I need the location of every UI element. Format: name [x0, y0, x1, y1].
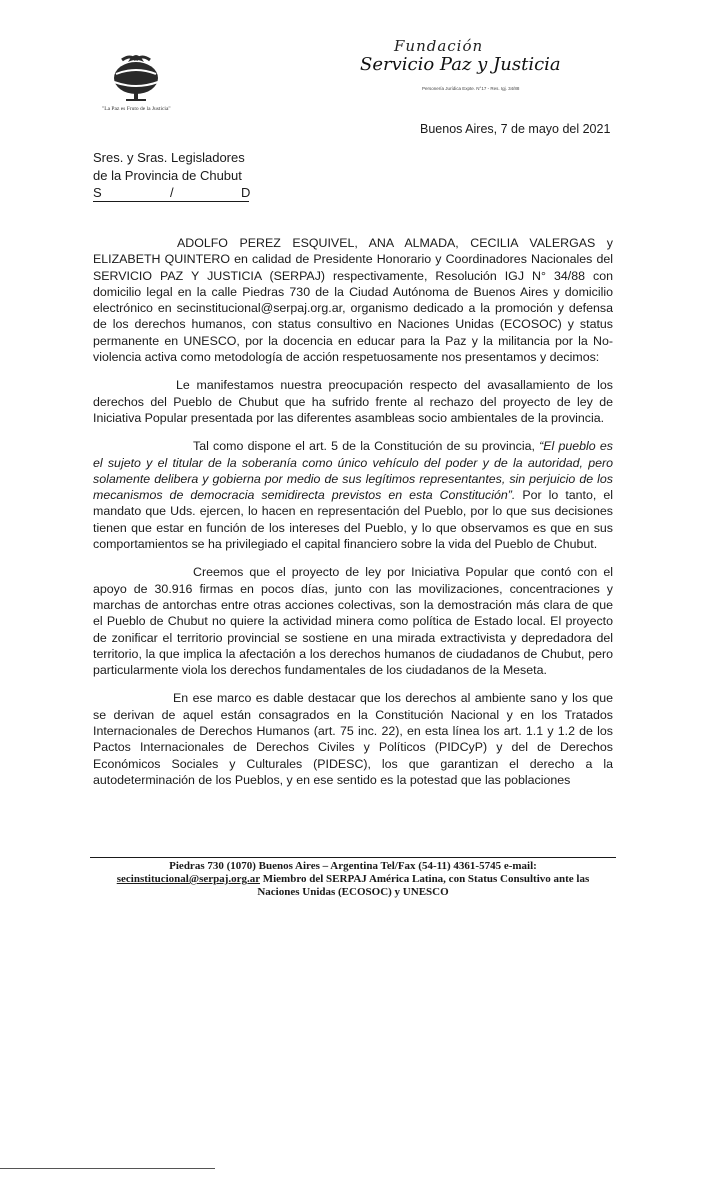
- su-despacho-line: [93, 184, 249, 202]
- recipient-block: [93, 149, 249, 202]
- paragraph-rights: En ese marco es dable destacar que los derechos al ambiente sano y los que se derivan de aquel están consagrados en la Constitución Nacional y en los Tratados Internacionales de Derechos Humanos (art. 75 inc. 22), en esta línea los art. 1.1 y 1.2 de los Pactos Internacionales de Derechos Civiles y Políticos (PIDCyP) y del de Derechos Económicos Sociales y Culturales (PIDESC), los que garantizan el derecho a la autodeterminación de los Pueblos, y en ese sentido es la potestad que las poblaciones: [93, 691, 613, 787]
- letterhead-footer: [90, 857, 616, 899]
- paragraph-concern: Le manifestamos nuestra preocupación respecto del avasallamiento de los derechos del Pueblo de Chubut que ha sufrido frente al rechazo del proyecto de ley de Iniciativa Popular presentada por las diferentes asambleas socio ambientales de la provincia.: [93, 378, 613, 425]
- footer-membership: Miembro del SERPAJ América Latina, con Status Consultivo ante las: [259, 873, 590, 885]
- letter-body: [93, 235, 613, 800]
- recipient-line-1: Sres. y Sras. Legisladores: [93, 150, 245, 165]
- footer-line-2: [90, 873, 616, 886]
- constitution-quote: “El pueblo es el sujeto y el titular de la soberanía como único vehículo del poder y de la autoridad, pero solamente delibera y gobierna por medio de sus legítimos representantes, sin perjuicio de los mecanismos de democracia semidirecta previstos en esta Constitución”.: [93, 439, 614, 503]
- footer-email-link[interactable]: secinstitucional@serpaj.org.ar: [116, 873, 260, 885]
- sd-d: D: [241, 185, 251, 200]
- brand-registration: Personería Jurídica Expte. N°17 - Res. Igj. 34/88: [422, 86, 520, 91]
- serpaj-logo: [104, 44, 194, 104]
- recipient-line-2: de la Provincia de Chubut: [93, 167, 242, 183]
- letter-date: Buenos Aires, 7 de mayo del 2021: [420, 122, 611, 136]
- dove-globe-logo-icon: [108, 44, 164, 104]
- footer-address: Piedras 730 (1070) Buenos Aires – Argentina Tel/Fax (54-11) 4361-5745 e-mail:: [169, 860, 537, 872]
- paragraph-initiative: Creemos que el proyecto de ley por Iniciativa Popular que contó con el apoyo de 30.916 firmas en pocos días, junto con las movilizaciones, concentraciones y marchas de antorchas entre otras acciones colectivas, son la demostración más clara de que el Pueblo de Chubut no quiere la actividad minera como política de Estado local. El proyecto de zonificar el territorio provincial se sostiene en una mirada extractivista y depredadora del territorio, la que implica la afectación a los derechos humanos de ciudadanos de Chubut, pero particularmente viola los derechos fundamentales de los ciudadanos de la Meseta.: [93, 565, 613, 678]
- paragraph-constitution-start: Tal como dispone el art. 5 de la Constitución de su provincia,: [193, 439, 540, 454]
- brand-name: Servicio Paz y Justicia: [360, 54, 561, 75]
- sd-slash: /: [170, 185, 174, 200]
- footer-status: Naciones Unidas (ECOSOC) y UNESCO: [257, 886, 449, 898]
- paragraph-presentation: ADOLFO PEREZ ESQUIVEL, ANA ALMADA, CECILIA VALERGAS y ELIZABETH QUINTERO en calidad de Presidente Honorario y Coordinadores Nacionales del SERVICIO PAZ Y JUSTICIA (SERPAJ) respectivamente, Resolución IGJ N° 34/88 con domicilio legal en la calle Piedras 730 de la Ciudad Autónoma de Buenos Aires y domicilio electrónico en secinstitucional@serpaj.org.ar, organismo dedicado a la promoción y defensa de los derechos humanos, con status consultivo en Naciones Unidas (ECOSOC) y status permanente en UNESCO, por la docencia en educar para la Paz y la militancia por la No-violencia activa como metodología de acción respetuosamente nos presentamos y decimos:: [93, 236, 613, 365]
- paragraph-constitution: [93, 438, 613, 552]
- bottom-divider: [0, 1168, 215, 1169]
- brand-top: Fundación: [394, 37, 484, 55]
- paragraph-constitution-end: Por lo tanto, el mandato que Uds. ejercen, lo hacen en representación del Pueblo, por lo que sus decisiones tienen que estar en función de los intereses del Pueblo, y lo que observamos es que en sus comportamientos se ha privilegiado el capital financiero sobre la vida del Pueblo de Chubut.: [93, 488, 613, 552]
- sd-s: S: [93, 185, 102, 200]
- brand-header: [360, 38, 560, 91]
- logo-caption: "La Paz es Fruto de la Justicia": [102, 106, 171, 112]
